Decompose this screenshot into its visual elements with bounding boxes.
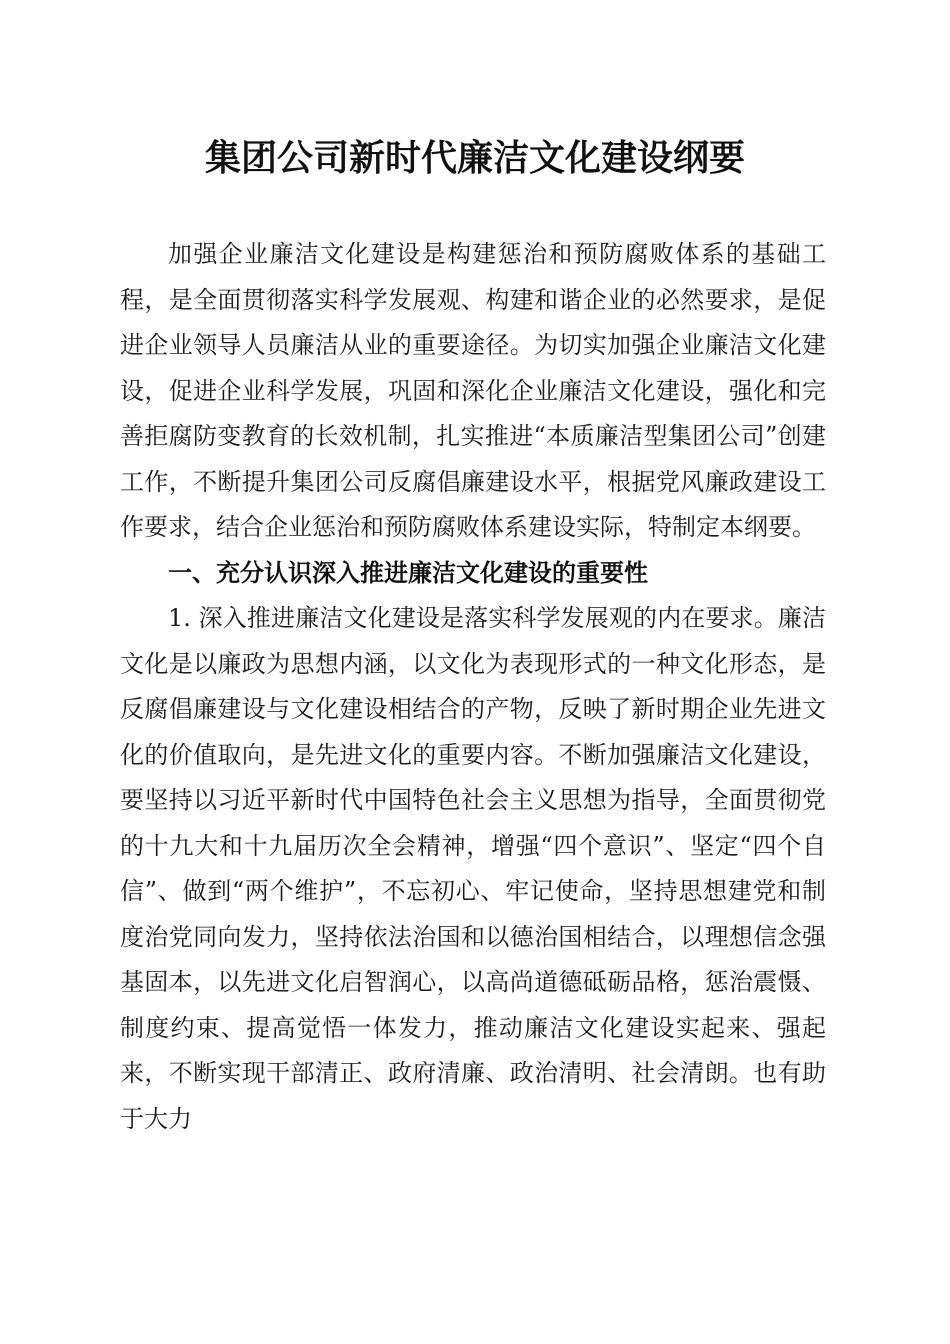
document-title: 集团公司新时代廉洁文化建设纲要 <box>204 137 745 179</box>
section-1-item-1-paragraph: 1. 深入推进廉洁文化建设是落实科学发展观的内在要求。廉洁文化是以廉政为思想内涵，以文化为表现形式的一种文化形态，是反腐倡廉建设与文化建设相结合的产物，反映了新时期企业先进文化的价值取向，是先进文化的重要内容。不断加强廉洁文化建设，要坚持以习近平新时代中国特色社会主义思想为指导，全面贯彻党的十九大和十九届历次全会精神，增强“四个意识”、坚定“四个自信”、做到“两个维护”，不忘初心、牢记使命，坚持思想建党和制度治党同向发力，坚持依法治国和以德治国相结合，以理想信念强基固本，以先进文化启智润心，以高尚道德砥砺品格，惩治震慑、制度约束、提高觉悟一体发力，推动廉洁文化建设实起来、强起来，不断实现干部清正、政府清廉、政治清明、社会清朗。也有助于大力 <box>120 604 826 1133</box>
section-1-heading: 一、充分认识深入推进廉洁文化建设的重要性 <box>168 558 648 587</box>
intro-paragraph: 加强企业廉洁文化建设是构建惩治和预防腐败体系的基础工程，是全面贯彻落实科学发展观、构建和谐企业的必然要求，是促进企业领导人员廉洁从业的重要途径。为切实加强企业廉洁文化建设，促进企业科学发展，巩固和深化企业廉洁文化建设，强化和完善拒腐防变教育的长效机制，扎实推进“本质廉洁型集团公司”创建工作，不断提升集团公司反腐倡廉建设水平，根据党风廉政建设工作要求，结合企业惩治和预防腐败体系建设实际，特制定本纲要。 <box>120 240 826 541</box>
document-body <box>120 232 826 1142</box>
